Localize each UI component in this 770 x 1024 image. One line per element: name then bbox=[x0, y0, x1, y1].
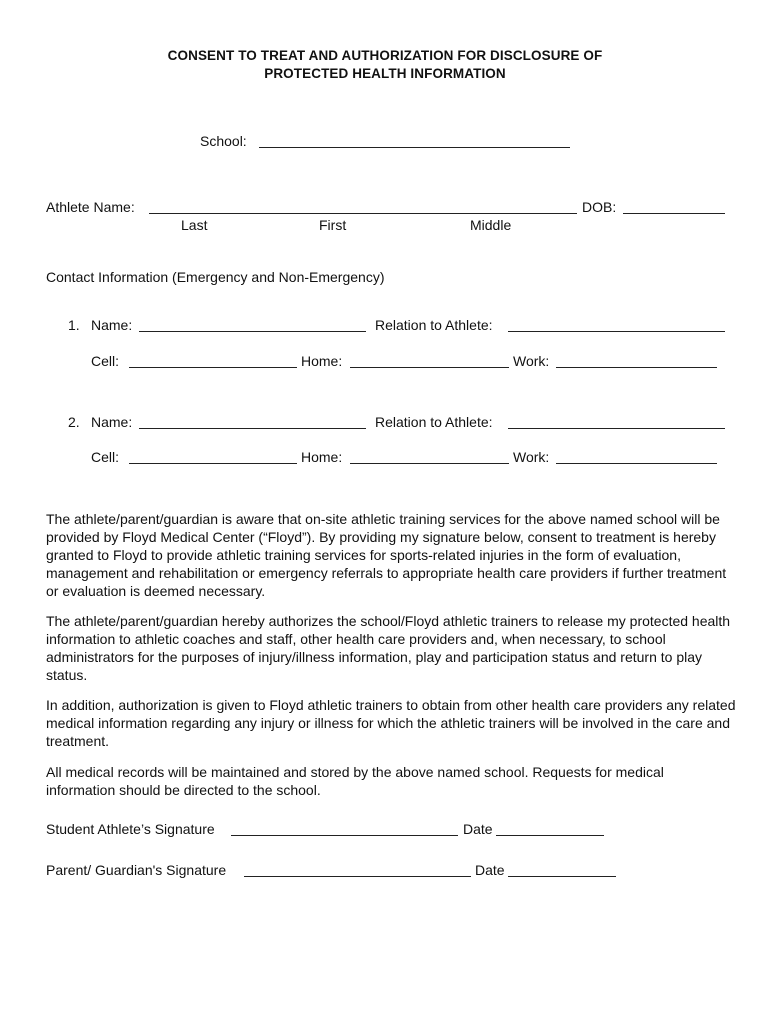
contact-1-relation-label: Relation to Athlete: bbox=[375, 317, 493, 333]
dob-label: DOB: bbox=[582, 199, 617, 215]
contact-2-cell-label: Cell: bbox=[91, 449, 120, 465]
school-label: School: bbox=[200, 133, 247, 149]
student-date-label: Date bbox=[463, 821, 493, 837]
parent-signature-label: Parent/ Guardian's Signature bbox=[46, 862, 227, 878]
authorization-paragraph: The athlete/parent/guardian hereby authorizes the school/Floyd athletic trainers to release my protected health information to athletic coaches and staff, other health care providers and, when necessary, to school administrators for the purposes of injury/illness information, play and participation status and return to play status. bbox=[46, 613, 731, 683]
additional-authorization-paragraph: In addition, authorization is given to Floyd athletic trainers to obtain from other health care providers any related medical information regarding any injury or illness for which the athletic trainers will be involved in the care and treatment. bbox=[46, 697, 736, 749]
parent-date-label: Date bbox=[475, 862, 505, 878]
contact-2-work-label: Work: bbox=[513, 449, 550, 465]
contact-1-relation-field[interactable] bbox=[508, 331, 725, 332]
contact-2-home-field[interactable] bbox=[350, 463, 509, 464]
middle-name-caption: Middle bbox=[470, 217, 512, 233]
athlete-name-label: Athlete Name: bbox=[46, 199, 135, 215]
contact-2-home-label: Home: bbox=[301, 449, 343, 465]
contact-2-number: 2. bbox=[68, 414, 80, 430]
contact-2-cell-field[interactable] bbox=[129, 463, 297, 464]
student-signature-label: Student Athlete’s Signature bbox=[46, 821, 215, 837]
contact-1-cell-label: Cell: bbox=[91, 353, 120, 369]
contact-2-name-label: Name: bbox=[91, 414, 133, 430]
contact-1-number: 1. bbox=[68, 317, 80, 333]
parent-signature-field[interactable] bbox=[244, 876, 471, 877]
school-field[interactable] bbox=[259, 147, 570, 148]
dob-field[interactable] bbox=[623, 213, 725, 214]
contact-1-work-field[interactable] bbox=[556, 367, 717, 368]
parent-date-field[interactable] bbox=[508, 876, 616, 877]
student-signature-field[interactable] bbox=[231, 835, 458, 836]
contact-2-name-field[interactable] bbox=[139, 428, 366, 429]
contact-1-home-label: Home: bbox=[301, 353, 343, 369]
medical-records-paragraph: All medical records will be maintained and stored by the above named school. Requests for medical information should be directed to the school. bbox=[46, 764, 664, 798]
contact-2-relation-field[interactable] bbox=[508, 428, 725, 429]
contact-1-name-field[interactable] bbox=[139, 331, 366, 332]
last-name-caption: Last bbox=[181, 217, 208, 233]
contact-1-home-field[interactable] bbox=[350, 367, 509, 368]
form-title-line-2: PROTECTED HEALTH INFORMATION bbox=[264, 66, 506, 81]
contact-2-work-field[interactable] bbox=[556, 463, 717, 464]
form-title-line-1: CONSENT TO TREAT AND AUTHORIZATION FOR DISCLOSURE OF bbox=[167, 48, 603, 63]
contact-1-name-label: Name: bbox=[91, 317, 133, 333]
athlete-name-field[interactable] bbox=[149, 213, 577, 214]
contact-info-heading: Contact Information (Emergency and Non-Emergency) bbox=[46, 269, 385, 285]
contact-1-work-label: Work: bbox=[513, 353, 550, 369]
student-date-field[interactable] bbox=[496, 835, 604, 836]
first-name-caption: First bbox=[319, 217, 347, 233]
consent-paragraph: The athlete/parent/guardian is aware that on-site athletic training services for the above named school will be provided by Floyd Medical Center (“Floyd”). By providing my signature below, consent to treatment is hereby granted to Floyd to provide athletic training services for sports-related injuries in the form of evaluation, management and rehabilitation or emergency referrals to appropriate health care providers if further treatment or evaluation is deemed necessary. bbox=[46, 511, 727, 599]
contact-2-relation-label: Relation to Athlete: bbox=[375, 414, 493, 430]
contact-1-cell-field[interactable] bbox=[129, 367, 297, 368]
